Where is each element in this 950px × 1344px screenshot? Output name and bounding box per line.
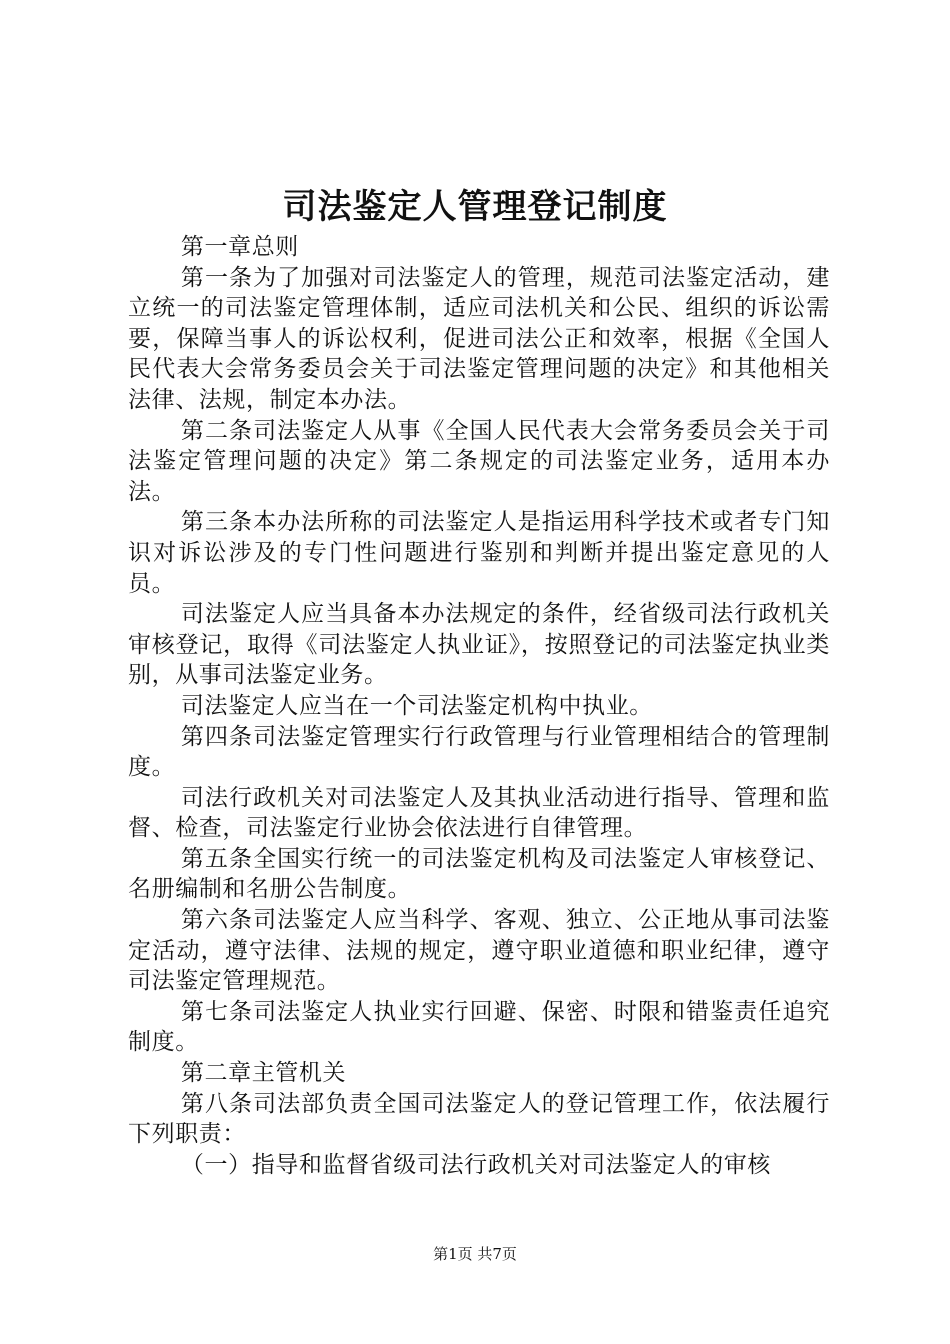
chapter-heading-1: 第一章总则 [180, 234, 299, 260]
article-2: 第二条司法鉴定人从事《全国人民代表大会常务委员会关于司法鉴定管理问题的决定》第二条规定的司法鉴定业务，适用本办法。 [128, 417, 830, 505]
article-8-item-1: （一）指导和监督省级司法行政机关对司法鉴定人的审核 [180, 1151, 771, 1178]
article-3-para-2: 司法鉴定人应当具备本办法规定的条件，经省级司法行政机关审核登记，取得《司法鉴定人执业证》，按照登记的司法鉴定执业类别，从事司法鉴定业务。 [128, 601, 830, 689]
article-4: 第四条司法鉴定管理实行行政管理与行业管理相结合的管理制度。 [128, 723, 830, 781]
page-footer: 第1页 共7页 [433, 1245, 517, 1263]
article-7: 第七条司法鉴定人执业实行回避、保密、时限和错鉴责任追究制度。 [128, 998, 830, 1056]
chapter-heading-2: 第二章主管机关 [180, 1060, 347, 1087]
article-3-para-3: 司法鉴定人应当在一个司法鉴定机构中执业。 [180, 692, 653, 719]
document-body [128, 232, 830, 1180]
article-1: 第一条为了加强对司法鉴定人的管理，规范司法鉴定活动，建立统一的司法鉴定管理体制，适应司法机关和公民、组织的诉讼需要，保障当事人的诉讼权利，促进司法公正和效率，根据《全国人民代表大会常务委员会关于司法鉴定管理问题的决定》和其他相关法律、法规，制定本办法。 [128, 264, 830, 413]
article-4-para-2: 司法行政机关对司法鉴定人及其执业活动进行指导、管理和监督、检查，司法鉴定行业协会依法进行自律管理。 [128, 784, 830, 842]
article-8: 第八条司法部负责全国司法鉴定人的登记管理工作，依法履行下列职责： [128, 1090, 830, 1148]
article-5: 第五条全国实行统一的司法鉴定机构及司法鉴定人审核登记、名册编制和名册公告制度。 [128, 845, 830, 903]
article-6: 第六条司法鉴定人应当科学、客观、独立、公正地从事司法鉴定活动，遵守法律、法规的规定，遵守职业道德和职业纪律，遵守司法鉴定管理规范。 [128, 907, 830, 995]
document-title: 司法鉴定人管理登记制度 [282, 187, 668, 227]
article-3: 第三条本办法所称的司法鉴定人是指运用科学技术或者专门知识对诉讼涉及的专门性问题进行鉴别和判断并提出鉴定意见的人员。 [128, 509, 830, 597]
